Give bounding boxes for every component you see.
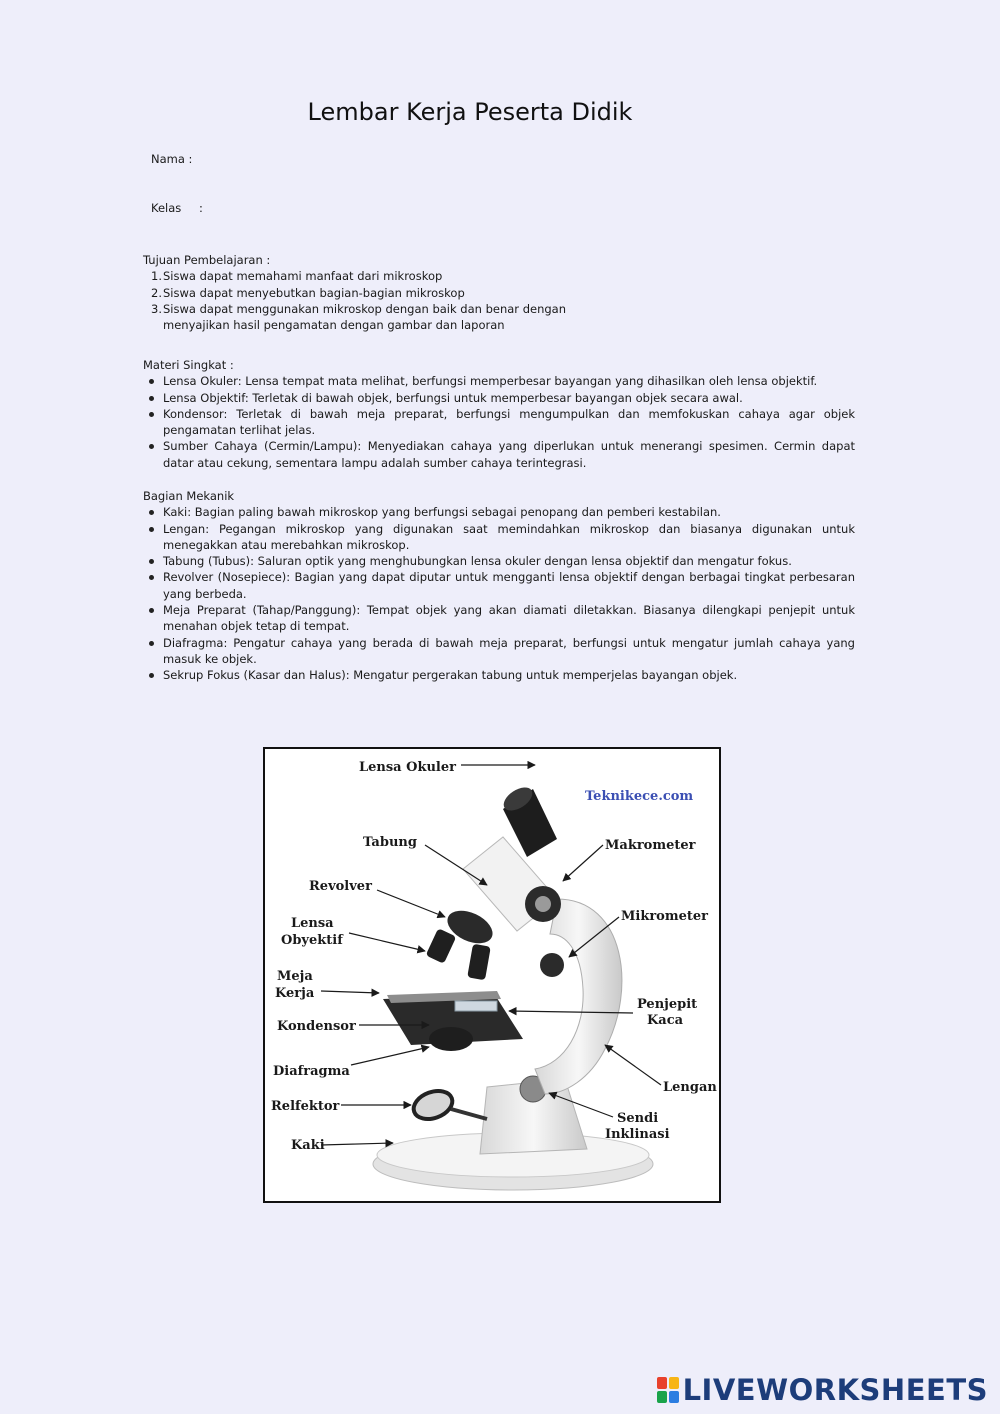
list-text: Kondensor: Terletak di bawah meja preparat, berfungsi mengumpulkan dan memfokuskan cahaya agar objek pengamatan terlihat jelas. bbox=[163, 406, 855, 438]
list-item bbox=[143, 504, 855, 520]
logo-block-icon bbox=[669, 1391, 679, 1403]
list-item bbox=[143, 438, 855, 471]
materials-heading: Materi Singkat : bbox=[143, 358, 234, 372]
mechanical-heading: Bagian Mekanik bbox=[143, 489, 235, 503]
list-item bbox=[143, 390, 855, 406]
list-item bbox=[143, 635, 855, 668]
list-item bbox=[143, 667, 855, 683]
coarse-knob-center-shape bbox=[535, 896, 551, 912]
bullet-icon bbox=[149, 444, 154, 449]
label-kondensor: Kondensor bbox=[277, 1019, 356, 1034]
liveworksheets-logo bbox=[657, 1372, 988, 1408]
label-diafragma: Diafragma bbox=[273, 1064, 350, 1079]
label-mikrometer: Mikrometer bbox=[621, 909, 709, 924]
bullet-icon bbox=[149, 673, 154, 678]
list-item bbox=[143, 569, 855, 602]
label-lensa-okuler: Lensa Okuler bbox=[359, 760, 456, 775]
list-text: Siswa dapat memahami manfaat dari mikroskop bbox=[163, 269, 443, 284]
name-field bbox=[151, 152, 192, 166]
list-text: Siswa dapat menyebutkan bagian-bagian mikroskop bbox=[163, 285, 465, 300]
objectives-heading: Tujuan Pembelajaran : bbox=[143, 253, 271, 267]
arrow bbox=[321, 991, 379, 993]
materials-list bbox=[143, 373, 855, 471]
class-separator: : bbox=[198, 201, 203, 215]
list-item bbox=[143, 553, 855, 569]
list-text: Lengan: Pegangan mikroskop yang digunakan saat memindahkan mikroskop dan biasanya digunakan untuk menegakkan atau merebahkan mikroskop. bbox=[163, 521, 855, 552]
label-kaki: Kaki bbox=[291, 1138, 325, 1153]
list-item bbox=[143, 406, 855, 439]
brand-label: Teknikece.com bbox=[585, 789, 694, 804]
name-label: Nama : bbox=[151, 152, 193, 166]
list-text: Lensa Objektif: Terletak di bawah objek, berfungsi untuk memperbesar bayangan objek secara awal. bbox=[163, 390, 743, 405]
bullet-icon bbox=[149, 559, 154, 564]
bullet-icon bbox=[149, 510, 154, 515]
mirror-arm-shape bbox=[451, 1109, 487, 1119]
logo-block-icon bbox=[657, 1377, 667, 1389]
liveworksheets-wordmark: LIVEWORKSHEETS bbox=[682, 1373, 988, 1407]
bullet-icon bbox=[149, 608, 154, 613]
list-text: Meja Preparat (Tahap/Panggung): Tempat objek yang akan diamati diletakkan. Biasanya dilengkapi penjepit untuk menahan objek tetap di tempat. bbox=[163, 603, 855, 634]
class-label: Kelas bbox=[151, 201, 182, 215]
list-text: Kaki: Bagian paling bawah mikroskop yang berfungsi sebagai penopang dan pemberi kestabilan. bbox=[163, 505, 721, 520]
page-title: Lembar Kerja Peserta Didik bbox=[307, 98, 633, 126]
list-item bbox=[143, 268, 583, 284]
label-sendi-inklinasi-1: Sendi bbox=[617, 1111, 659, 1126]
label-makrometer: Makrometer bbox=[605, 838, 696, 853]
arrow bbox=[351, 1047, 429, 1065]
label-lensa-obyektif-1: Lensa bbox=[291, 916, 334, 931]
arrow bbox=[605, 1045, 661, 1085]
objectives-section bbox=[143, 252, 855, 333]
materials-section bbox=[143, 357, 855, 471]
list-text: Lensa Okuler: Lensa tempat mata melihat, berfungsi memperbesar bayangan yang dihasilkan oleh lensa objektif. bbox=[163, 374, 818, 389]
logo-block-icon bbox=[669, 1377, 679, 1389]
mechanical-list bbox=[143, 504, 855, 683]
bullet-icon bbox=[149, 412, 154, 417]
condenser-shape bbox=[429, 1027, 473, 1051]
fine-knob-shape bbox=[540, 953, 564, 977]
list-text: Diafragma: Pengatur cahaya yang berada di bawah meja preparat, berfungsi untuk mengatur jumlah cahaya yang masuk ke objek. bbox=[163, 635, 855, 666]
logo-block-icon bbox=[657, 1391, 667, 1403]
list-item bbox=[143, 602, 855, 635]
list-item bbox=[143, 521, 855, 554]
label-lensa-obyektif-2: Obyektif bbox=[281, 933, 343, 948]
list-text: Revolver (Nosepiece): Bagian yang dapat diputar untuk mengganti lensa objektif dengan berbagai tingkat perbesaran yang berbeda. bbox=[163, 570, 855, 601]
list-number: 3. bbox=[151, 301, 162, 316]
mirror-shape bbox=[410, 1086, 456, 1124]
class-field bbox=[151, 201, 203, 215]
label-penjepit-kaca-1: Penjepit bbox=[637, 997, 698, 1012]
label-tabung: Tabung bbox=[363, 835, 417, 850]
list-text: Siswa dapat menggunakan mikroskop dengan baik dan benar dengan menyajikan hasil pengamatan dengan gambar dan laporan bbox=[163, 301, 566, 333]
bullet-icon bbox=[149, 527, 154, 532]
mechanical-section bbox=[143, 488, 855, 684]
list-text: Sumber Cahaya (Cermin/Lampu): Menyediakan cahaya yang diperlukan untuk menerangi spesimen. Cermin dapat datar atau cekung, sementara lampu adalah sumber cahaya terintegrasi. bbox=[163, 439, 855, 470]
bullet-icon bbox=[149, 641, 154, 646]
arm-shape bbox=[535, 899, 622, 1094]
list-number: 1. bbox=[151, 269, 162, 284]
objective-lens-shape bbox=[426, 928, 457, 964]
label-relfektor: Relfektor bbox=[271, 1099, 340, 1114]
label-revolver: Revolver bbox=[309, 879, 372, 894]
arrow bbox=[349, 933, 425, 951]
bullet-icon bbox=[149, 379, 154, 384]
microscope-illustration bbox=[265, 749, 719, 1201]
list-text: Tabung (Tubus): Saluran optik yang menghubungkan lensa okuler dengan lensa objektif dan mengatur fokus. bbox=[163, 554, 792, 569]
label-sendi-inklinasi-2: Inklinasi bbox=[605, 1127, 670, 1142]
arrow bbox=[377, 890, 445, 917]
arrow bbox=[321, 1143, 393, 1145]
microscope-diagram bbox=[263, 747, 721, 1203]
objectives-list bbox=[143, 268, 583, 333]
label-meja-kerja-2: Kerja bbox=[275, 986, 315, 1001]
liveworksheets-mark-icon bbox=[657, 1377, 679, 1403]
list-item bbox=[143, 301, 583, 334]
objective-lens-shape bbox=[467, 944, 491, 981]
list-item bbox=[143, 285, 583, 301]
label-lengan: Lengan bbox=[663, 1080, 717, 1095]
bullet-icon bbox=[149, 396, 154, 401]
slide-shape bbox=[455, 1001, 497, 1011]
bullet-icon bbox=[149, 575, 154, 580]
list-number: 2. bbox=[151, 285, 162, 300]
label-meja-kerja-1: Meja bbox=[277, 969, 313, 984]
list-text: Sekrup Fokus (Kasar dan Halus): Mengatur pergerakan tabung untuk memperjelas bayangan objek. bbox=[163, 668, 738, 683]
arrow bbox=[563, 845, 603, 881]
label-penjepit-kaca-2: Kaca bbox=[647, 1013, 684, 1028]
list-item bbox=[143, 373, 855, 389]
